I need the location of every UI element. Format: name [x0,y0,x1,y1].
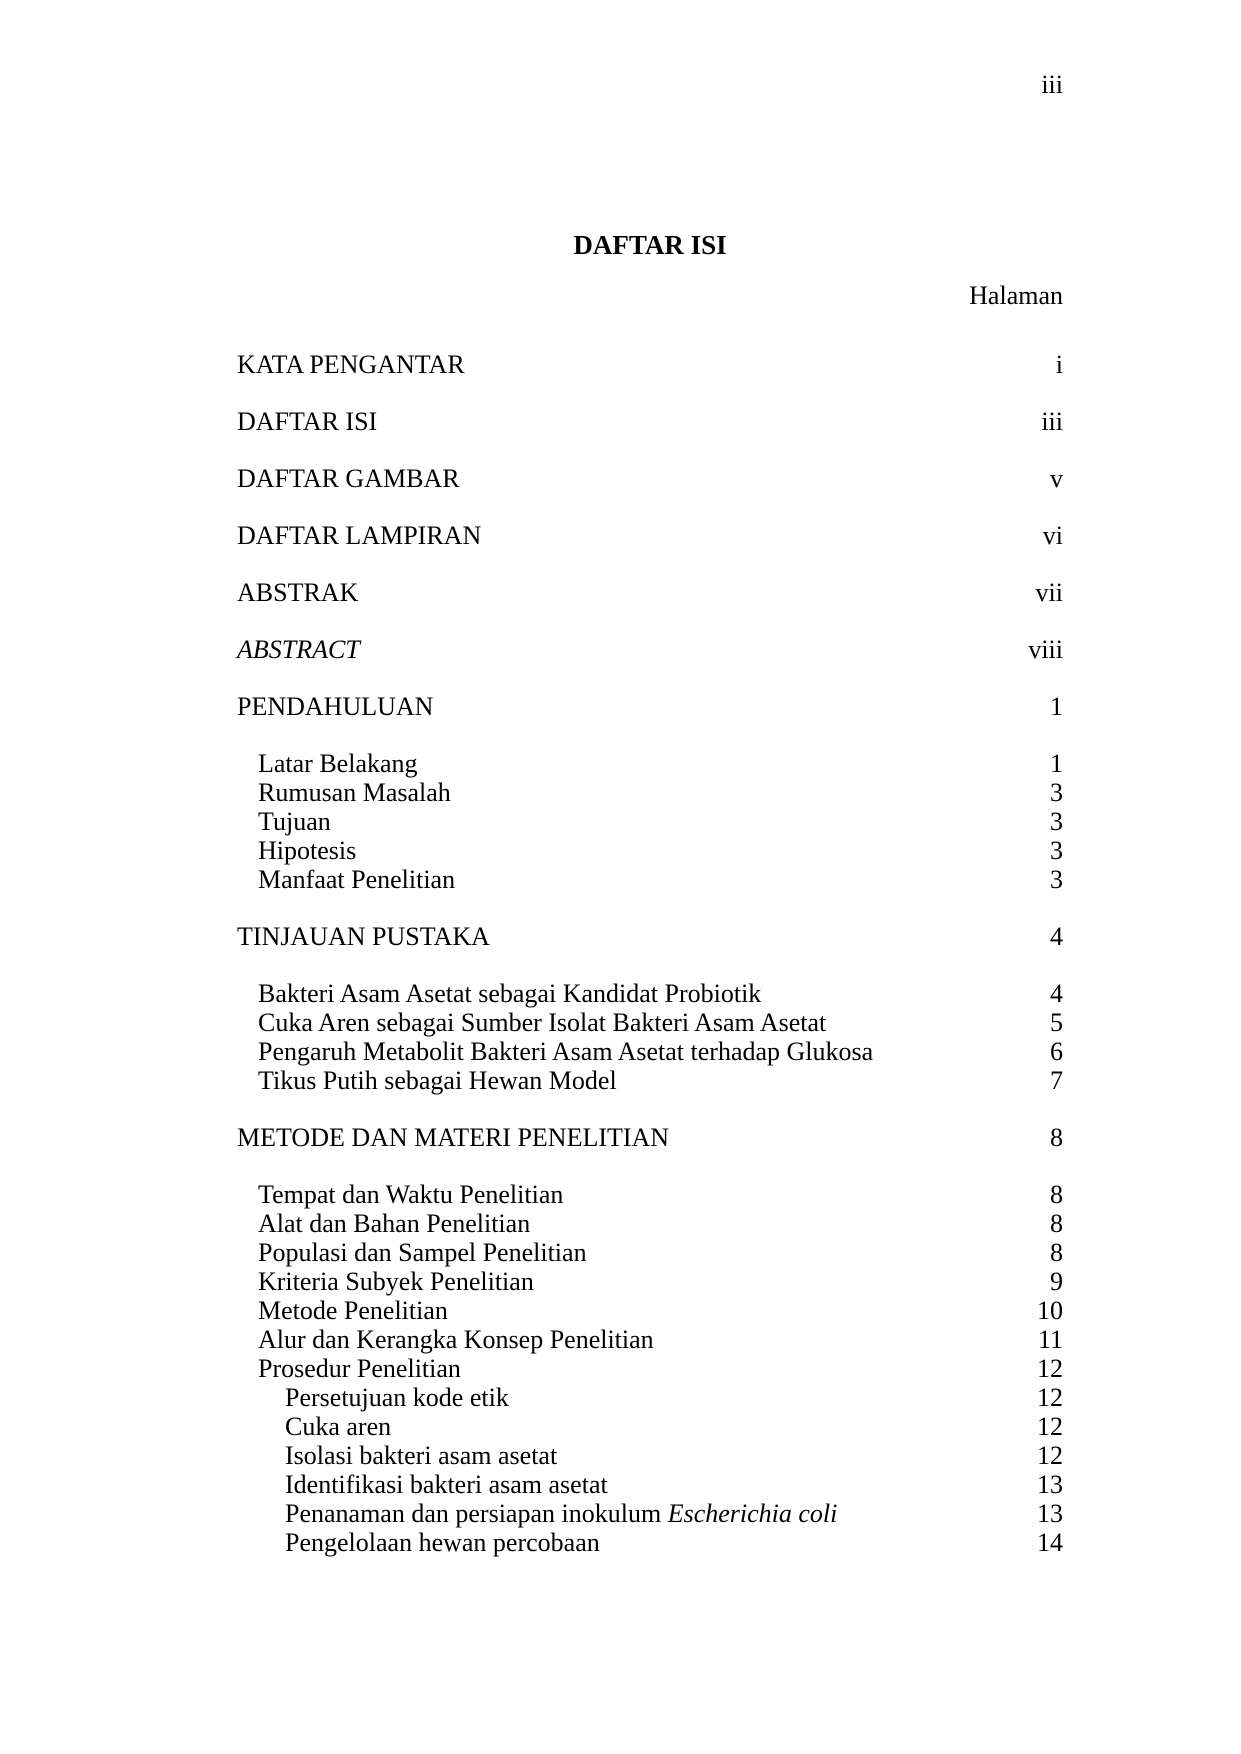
toc-row [237,1499,1063,1528]
toc-entry-label-italic: Escherichia coli [667,1499,838,1528]
toc-entry-label: Cuka aren [285,1412,392,1441]
toc-entry-label: Tikus Putih sebagai Hewan Model [258,1066,617,1095]
toc-entry-label: KATA PENGANTAR [237,350,465,379]
toc-entry-page: 3 [1050,836,1063,865]
toc-entry-page: 8 [1050,1209,1063,1238]
toc-entry-page: 6 [1050,1037,1063,1066]
toc-entry-page: 4 [1050,922,1063,951]
toc-entry-label: Populasi dan Sampel Penelitian [258,1238,587,1267]
toc-entry-page: iii [1041,407,1063,436]
toc-entry-label: Persetujuan kode etik [285,1383,509,1412]
toc-entry-label: DAFTAR GAMBAR [237,464,460,493]
toc-entry-label: Isolasi bakteri asam asetat [285,1441,558,1470]
toc-entry-page: vii [1035,578,1063,607]
toc-entry-page: 10 [1037,1296,1063,1325]
toc-row [237,464,1063,493]
toc-entry-page: 13 [1037,1499,1063,1528]
toc-entry-page: v [1050,464,1063,493]
toc-entry-page: 8 [1050,1123,1063,1152]
toc-entry-label: Kriteria Subyek Penelitian [258,1267,534,1296]
toc-row [237,1008,1063,1037]
toc-entry-page: 5 [1050,1008,1063,1037]
toc-entry-page: 7 [1050,1066,1063,1095]
toc-entry-page: 9 [1050,1267,1063,1296]
toc-entry-label: Penanaman dan persiapan inokulum Escherichia coli [285,1499,838,1528]
toc-entry-label: Prosedur Penelitian [258,1354,461,1383]
toc-row [237,1441,1063,1470]
column-header-halaman: Halaman [969,281,1063,310]
toc-row [237,521,1063,550]
toc-entry-label: Latar Belakang [258,749,418,778]
toc-row [237,407,1063,436]
page-title: DAFTAR ISI [573,230,727,260]
toc-entry-page: viii [1028,635,1063,664]
toc-row [237,350,1063,379]
toc-row [237,1412,1063,1441]
toc-entry-label: Alur dan Kerangka Konsep Penelitian [258,1325,654,1354]
toc-row [237,865,1063,894]
toc-entry-label: Bakteri Asam Asetat sebagai Kandidat Probiotik [258,979,762,1008]
toc-row [237,836,1063,865]
toc-entry-page: 12 [1037,1412,1063,1441]
toc-row [237,1209,1063,1238]
toc-row [237,1528,1063,1557]
toc-entry-page: 8 [1050,1238,1063,1267]
toc-entry-label: Tujuan [258,807,331,836]
toc-row [237,979,1063,1008]
toc-row [237,1180,1063,1209]
toc-entry-page: 11 [1037,1325,1063,1354]
toc-entry-label: TINJAUAN PUSTAKA [237,922,490,951]
toc-entry-page: 13 [1037,1470,1063,1499]
toc-row [237,807,1063,836]
toc-entry-label: Metode Penelitian [258,1296,448,1325]
toc-row [237,922,1063,951]
toc-entry-page: 14 [1037,1528,1063,1557]
toc-entry-label: ABSTRAK [237,578,359,607]
toc-entry-page: 12 [1037,1354,1063,1383]
toc-entry-page: 3 [1050,807,1063,836]
toc-row [237,1238,1063,1267]
toc-row [237,1383,1063,1412]
toc-entry-page: 1 [1050,749,1063,778]
toc-row [237,1066,1063,1095]
toc-row [237,578,1063,607]
toc-row [237,1470,1063,1499]
toc-row [237,1325,1063,1354]
toc-entry-label: ABSTRACT [237,635,360,664]
toc-entry-label: PENDAHULUAN [237,692,434,721]
page-number-corner: iii [1041,70,1063,99]
toc-entry-label: Alat dan Bahan Penelitian [258,1209,531,1238]
toc-entry-page: 12 [1037,1441,1063,1470]
toc-entry-label: DAFTAR ISI [237,407,378,436]
toc-row [237,778,1063,807]
toc-entry-page: 4 [1050,979,1063,1008]
toc-row [237,1037,1063,1066]
toc-entry-page: i [1055,350,1063,379]
toc-entry-label: Identifikasi bakteri asam asetat [285,1470,608,1499]
toc-row [237,692,1063,721]
toc-entry-label: Hipotesis [258,836,357,865]
toc-row [237,749,1063,778]
toc-entry-page: 12 [1037,1383,1063,1412]
toc-row [237,1296,1063,1325]
toc-entry-label: DAFTAR LAMPIRAN [237,521,482,550]
toc-entry-page: vi [1042,521,1063,550]
toc-entry-page: 8 [1050,1180,1063,1209]
toc-entry-page: 1 [1050,692,1063,721]
toc-row [237,1123,1063,1152]
toc-entry-label: Pengaruh Metabolit Bakteri Asam Asetat terhadap Glukosa [258,1037,874,1066]
toc-entry-page: 3 [1050,865,1063,894]
toc-row [237,1267,1063,1296]
toc-entry-label: Pengelolaan hewan percobaan [285,1528,600,1557]
toc-entry-label: Cuka Aren sebagai Sumber Isolat Bakteri Asam Asetat [258,1008,827,1037]
toc-entry-label: Manfaat Penelitian [258,865,456,894]
toc-entry-page: 3 [1050,778,1063,807]
toc-entry-label: Rumusan Masalah [258,778,451,807]
toc-entry-label: METODE DAN MATERI PENELITIAN [237,1123,670,1152]
toc-entry-label: Tempat dan Waktu Penelitian [258,1180,564,1209]
toc-list [237,350,1063,1557]
toc-row [237,1354,1063,1383]
toc-row [237,635,1063,664]
